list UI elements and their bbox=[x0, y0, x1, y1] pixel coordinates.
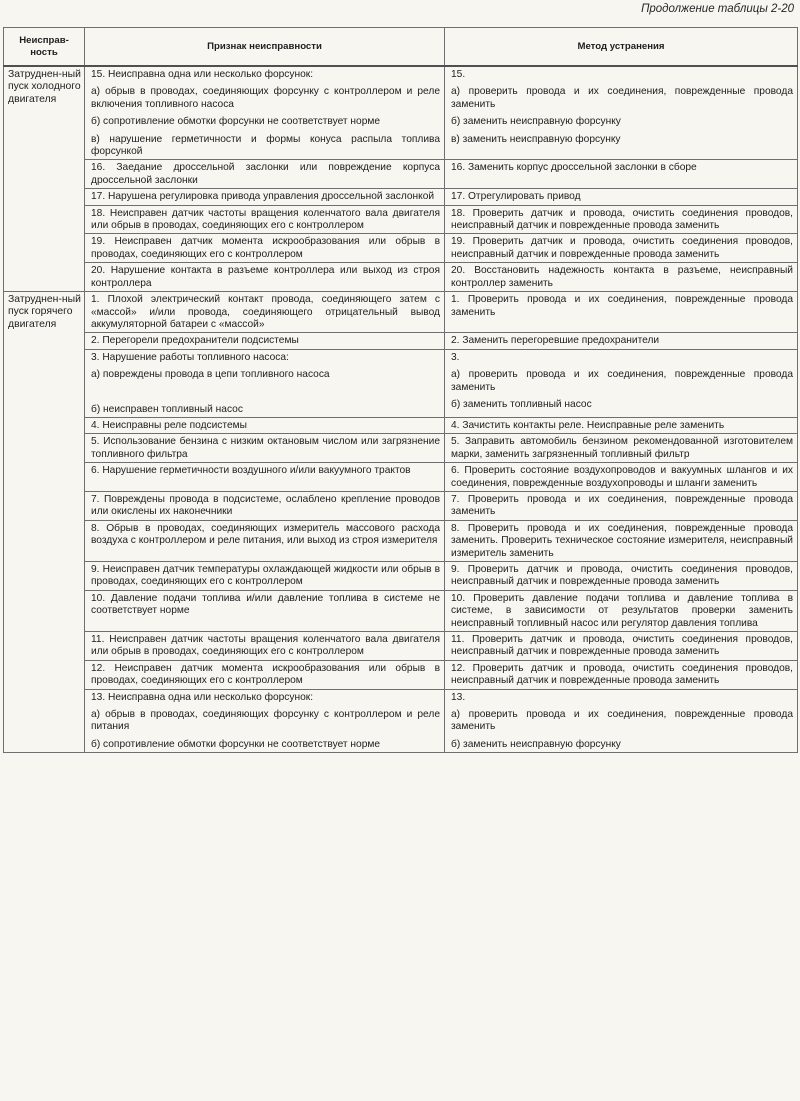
symptom-text: 13. Неисправна одна или несколько форсунок: bbox=[91, 691, 314, 703]
remedy-text: а) проверить провода и их соединения, поврежденные провода заменить bbox=[451, 369, 793, 393]
remedy-text: 13. bbox=[451, 691, 466, 703]
table-row bbox=[4, 263, 798, 292]
remedy-text: 9. Проверить датчик и провода, очистить соединения проводов, неисправный датчик и поврежденные провода заменить bbox=[451, 564, 793, 588]
table-row bbox=[4, 689, 798, 753]
table-row bbox=[4, 590, 798, 631]
table-row bbox=[4, 632, 798, 661]
remedy-cell bbox=[445, 417, 798, 433]
table-row bbox=[4, 160, 798, 189]
table-row bbox=[4, 562, 798, 591]
table-row bbox=[4, 660, 798, 689]
symptom-cell bbox=[85, 349, 445, 417]
remedy-text: в) заменить неисправную форсунку bbox=[451, 133, 621, 145]
symptom-cell bbox=[85, 333, 445, 349]
remedy-cell bbox=[445, 562, 798, 591]
symptom-text: а) повреждены провода в цепи топливного насоса bbox=[91, 369, 330, 381]
remedy-text: 1. Проверить провода и их соединения, поврежденные провода заменить bbox=[451, 294, 793, 318]
remedy-text: 12. Проверить датчик и провода, очистить соединения проводов, неисправный датчик и поврежденные провода заменить bbox=[451, 662, 793, 687]
remedy-text: 19. Проверить датчик и провода, очистить соединения проводов, неисправный датчик и поврежденные провода заменить bbox=[451, 236, 793, 260]
table-row bbox=[4, 66, 798, 160]
symptom-text: 7. Повреждены провода в подсистеме, ослаблено крепление проводов или окислены их наконечники bbox=[91, 493, 440, 518]
remedy-cell bbox=[445, 292, 798, 333]
table-caption: Продолжение таблицы 2-20 bbox=[641, 3, 794, 15]
table-body bbox=[4, 66, 798, 753]
symptom-text: в) нарушение герметичности и формы конуса распыла топлива форсункой bbox=[91, 133, 440, 158]
remedy-text: 18. Проверить датчик и провода, очистить соединения проводов, неисправный датчик и поврежденные провода заменить bbox=[451, 207, 793, 232]
remedy-text: б) заменить топливный насос bbox=[451, 398, 592, 410]
table-row bbox=[4, 189, 798, 205]
symptom-cell bbox=[85, 632, 445, 661]
table-row bbox=[4, 234, 798, 263]
symptom-text: 4. Неисправны реле подсистемы bbox=[91, 419, 247, 431]
table-row bbox=[4, 463, 798, 492]
symptom-text: 10. Давление подачи топлива и/или давление топлива в системе не соответствует норме bbox=[91, 592, 440, 617]
remedy-cell bbox=[445, 189, 798, 205]
remedy-text: 16. Заменить корпус дроссельной заслонки в сборе bbox=[451, 162, 697, 174]
table-header-row bbox=[4, 28, 798, 67]
remedy-cell bbox=[445, 632, 798, 661]
remedy-text: 5. Заправить автомобиль бензином рекомендованной изготовителем марки, заменить загрязненный топливный фильтр bbox=[451, 436, 793, 460]
symptom-cell bbox=[85, 660, 445, 689]
symptom-cell bbox=[85, 520, 445, 561]
symptom-text: 15. Неисправна одна или несколько форсунок: bbox=[91, 69, 314, 80]
remedy-text: 17. Отрегулировать привод bbox=[451, 191, 581, 203]
symptom-cell bbox=[85, 66, 445, 160]
symptom-cell bbox=[85, 590, 445, 631]
remedy-text: 3. bbox=[451, 351, 460, 363]
table-row bbox=[4, 434, 798, 463]
remedy-text: 2. Заменить перегоревшие предохранители bbox=[451, 335, 660, 347]
remedy-text: а) проверить провода и их соединения, поврежденные провода заменить bbox=[451, 86, 793, 110]
symptom-text: 11. Неисправен датчик частоты вращения коленчатого вала двигателя или обрыв в проводах, соединяющих его с контроллером bbox=[91, 634, 440, 658]
fault-condition-cell: Затруднен-ный пуск горячего двигателя bbox=[4, 292, 85, 753]
remedy-cell bbox=[445, 660, 798, 689]
remedy-text: 4. Зачистить контакты реле. Неисправные реле заменить bbox=[451, 419, 725, 431]
remedy-cell bbox=[445, 263, 798, 292]
remedy-text: 11. Проверить датчик и провода, очистить соединения проводов, неисправный датчик и поврежденные провода заменить bbox=[451, 634, 793, 658]
remedy-cell bbox=[445, 205, 798, 234]
remedy-text: б) заменить неисправную форсунку bbox=[451, 116, 621, 128]
symptom-text: 6. Нарушение герметичности воздушного и/или вакуумного трактов bbox=[91, 465, 411, 477]
table-row bbox=[4, 349, 798, 417]
remedy-text: б) заменить неисправную форсунку bbox=[451, 738, 621, 750]
remedy-cell bbox=[445, 349, 798, 417]
remedy-cell bbox=[445, 689, 798, 753]
fault-table bbox=[3, 27, 798, 753]
symptom-text: 9. Неисправен датчик температуры охлаждающей жидкости или обрыв в проводах, соединяющих его с контроллером bbox=[91, 564, 440, 588]
symptom-cell bbox=[85, 417, 445, 433]
remedy-text: 10. Проверить давление подачи топлива и давление топлива в системе, в зависимости от результатов проверки заменить неисправный топливный насос или регулятор давления топлива bbox=[451, 592, 793, 629]
symptom-cell bbox=[85, 491, 445, 520]
symptom-cell bbox=[85, 434, 445, 463]
symptom-cell bbox=[85, 160, 445, 189]
table-row bbox=[4, 417, 798, 433]
fault-condition-cell: Затруднен-ный пуск холодного двигателя bbox=[4, 66, 85, 292]
table-row bbox=[4, 205, 798, 234]
remedy-cell bbox=[445, 590, 798, 631]
remedy-cell bbox=[445, 234, 798, 263]
table-row bbox=[4, 520, 798, 561]
symptom-text: 8. Обрыв в проводах, соединяющих измеритель массового расхода воздуха с контроллером и реле питания, или выход из строя измерителя bbox=[91, 522, 440, 547]
symptom-cell bbox=[85, 463, 445, 492]
symptom-text: 20. Нарушение контакта в разъеме контроллера или выход из строя контроллера bbox=[91, 265, 440, 289]
symptom-text: 16. Заедание дроссельной заслонки или повреждение корпуса дроссельной заслонки bbox=[91, 162, 440, 186]
symptom-text: а) обрыв в проводах, соединяющих форсунку с контроллером и реле питания bbox=[91, 709, 440, 733]
symptom-cell bbox=[85, 562, 445, 591]
symptom-text bbox=[91, 387, 440, 399]
symptom-text: 3. Нарушение работы топливного насоса: bbox=[91, 351, 289, 363]
symptom-text: б) сопротивление обмотки форсунки не соответствует норме bbox=[91, 116, 381, 128]
symptom-cell bbox=[85, 689, 445, 753]
symptom-text: б) сопротивление обмотки форсунки не соответствует норме bbox=[91, 738, 381, 750]
symptom-text: 5. Использование бензина с низким октановым числом или загрязнение топливного фильтра bbox=[91, 436, 440, 460]
symptom-cell bbox=[85, 205, 445, 234]
remedy-text: 8. Проверить провода и их соединения, поврежденные провода заменить. Проверить техническое состояние измерителя, неисправный измеритель заменить bbox=[451, 522, 793, 559]
symptom-text: 18. Неисправен датчик частоты вращения коленчатого вала двигателя или обрыв в проводах, соединяющих его с контроллером bbox=[91, 207, 440, 232]
table-row bbox=[4, 333, 798, 349]
symptom-cell bbox=[85, 263, 445, 292]
remedy-cell bbox=[445, 160, 798, 189]
symptom-cell bbox=[85, 234, 445, 263]
symptom-text: 19. Неисправен датчик момента искрообразования или обрыв в проводах, соединяющих его с контроллером bbox=[91, 236, 440, 260]
remedy-cell bbox=[445, 66, 798, 160]
symptom-cell bbox=[85, 292, 445, 333]
symptom-text: 17. Нарушена регулировка привода управления дроссельной заслонкой bbox=[91, 191, 435, 203]
header-symptom: Признак неисправности bbox=[85, 28, 445, 67]
remedy-cell bbox=[445, 434, 798, 463]
remedy-cell bbox=[445, 463, 798, 492]
remedy-cell bbox=[445, 491, 798, 520]
remedy-cell bbox=[445, 333, 798, 349]
symptom-text: б) неисправен топливный насос bbox=[91, 403, 243, 415]
remedy-text: 15. bbox=[451, 69, 466, 80]
remedy-text: 6. Проверить состояние воздухопроводов и вакуумных шлангов и их соединения, поврежденные воздухопроводы и шланги заменить bbox=[451, 465, 793, 489]
symptom-text: а) обрыв в проводах, соединяющих форсунку с контроллером и реле включения топливного насоса bbox=[91, 86, 440, 110]
table-row bbox=[4, 292, 798, 333]
symptom-cell bbox=[85, 189, 445, 205]
table-row bbox=[4, 491, 798, 520]
header-fault: Неисправ-ность bbox=[4, 28, 85, 67]
remedy-text: а) проверить провода и их соединения, поврежденные провода заменить bbox=[451, 709, 793, 733]
symptom-text: 12. Неисправен датчик момента искрообразования или обрыв в проводах, соединяющих его с контроллером bbox=[91, 662, 440, 687]
header-remedy: Метод устранения bbox=[445, 28, 798, 67]
remedy-text: 20. Восстановить надежность контакта в разъеме, неисправный контроллер заменить bbox=[451, 265, 793, 289]
symptom-text: 1. Плохой электрический контакт провода, соединяющего затем с «массой» и/или провода, соединяющего отрицательный вывод аккумуляторной батареи с «массой» bbox=[91, 294, 440, 330]
remedy-text: 7. Проверить провода и их соединения, поврежденные провода заменить bbox=[451, 493, 793, 518]
symptom-text: 2. Перегорели предохранители подсистемы bbox=[91, 335, 299, 347]
remedy-cell bbox=[445, 520, 798, 561]
